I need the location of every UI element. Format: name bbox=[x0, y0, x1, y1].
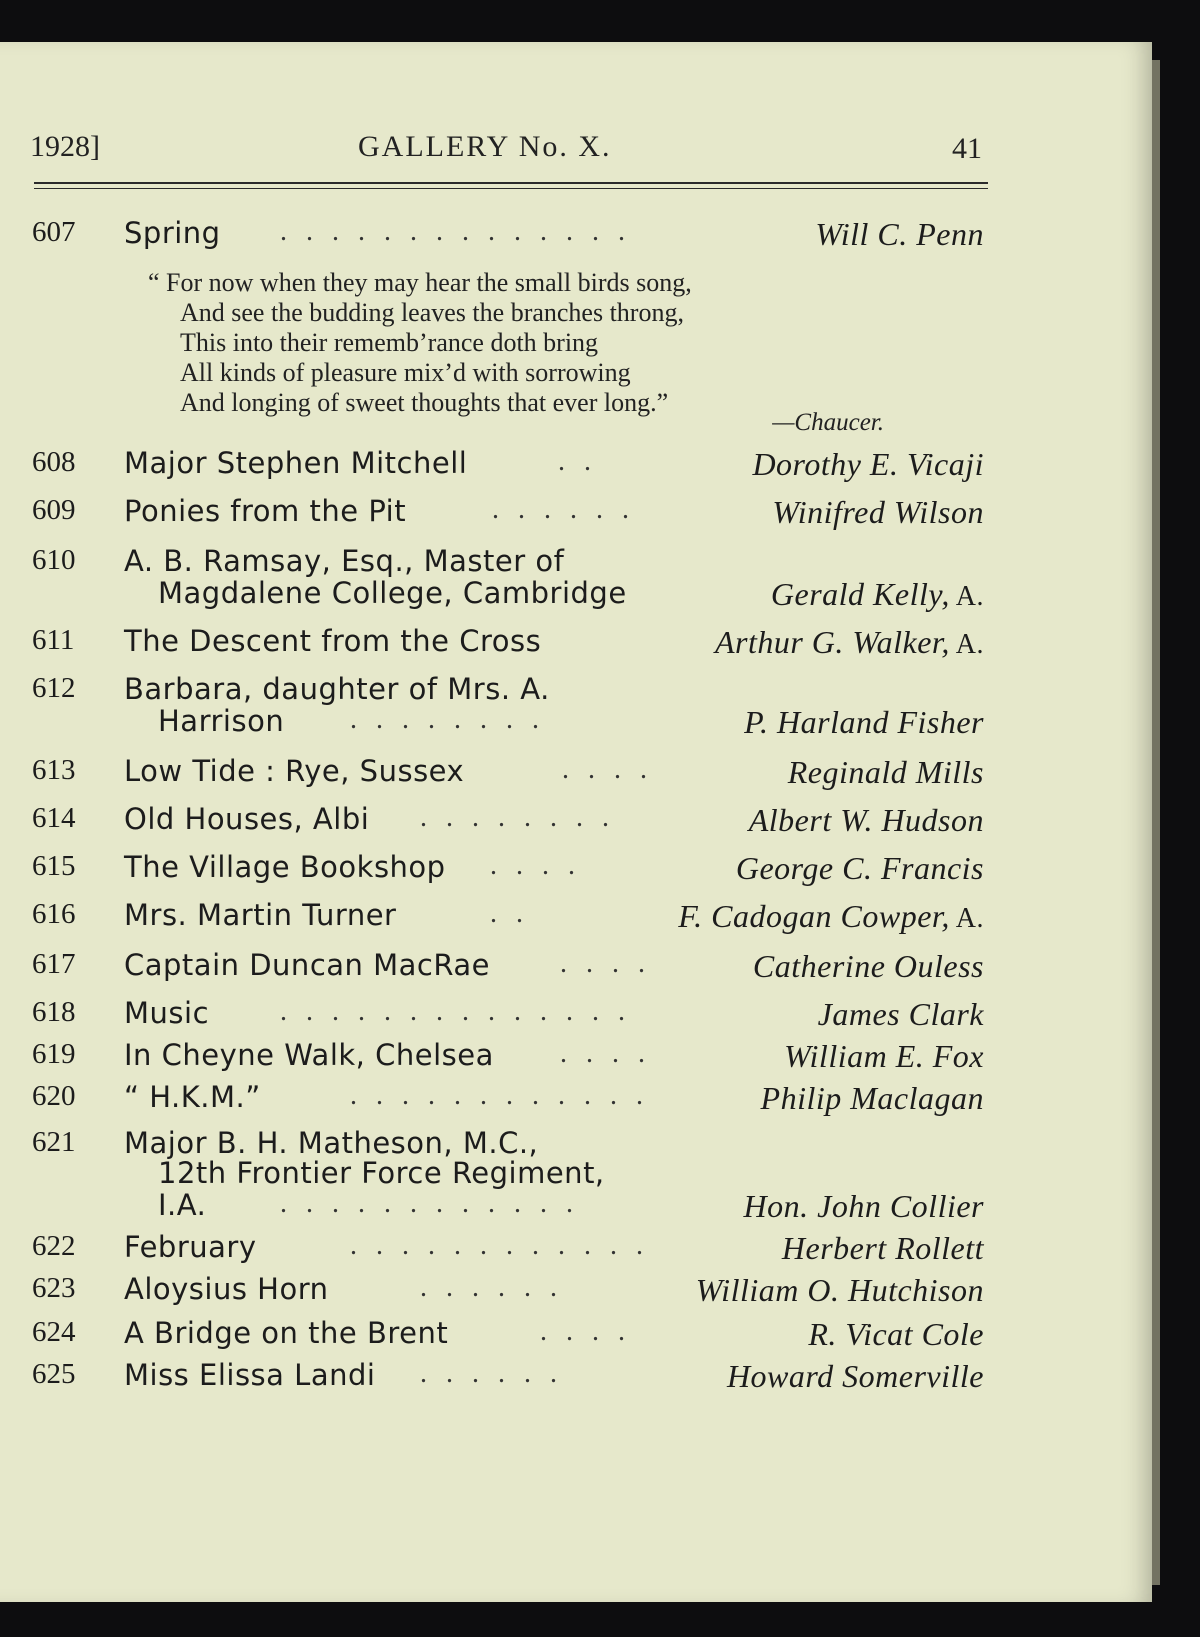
entry-title bbox=[124, 1316, 984, 1350]
artist-name: Albert W. Hudson bbox=[748, 802, 984, 838]
artist-name: Dorothy E. Vicaji bbox=[752, 446, 984, 482]
entry-title bbox=[124, 1230, 984, 1264]
artist-name: Catherine Ouless bbox=[752, 948, 984, 984]
entry-title-continued bbox=[158, 704, 984, 738]
artist-name: Philip Maclagan bbox=[760, 1080, 984, 1116]
quote-line: And longing of sweet thoughts that ever long.” bbox=[180, 388, 669, 417]
artist-name: Hon. John Collier bbox=[743, 1188, 984, 1224]
entry-number: 610 bbox=[32, 544, 76, 576]
leader-dots: . . . . . . bbox=[420, 1272, 563, 1303]
entry-number: 623 bbox=[32, 1272, 76, 1304]
entry-number: 609 bbox=[32, 494, 76, 526]
leader-dots: . . bbox=[558, 446, 597, 477]
academician-suffix: A. bbox=[949, 629, 984, 660]
quote-citation: —Chaucer. bbox=[772, 409, 884, 436]
title-text: Mrs. Martin Turner bbox=[124, 898, 397, 932]
page-edge bbox=[1152, 60, 1160, 1585]
entry-title bbox=[124, 1080, 984, 1114]
header-title: GALLERY No. X. bbox=[358, 130, 612, 163]
entry-title bbox=[124, 850, 984, 884]
title-text: Old Houses, Albi bbox=[124, 802, 370, 836]
leader-dots: . . bbox=[490, 898, 529, 929]
entry-number: 622 bbox=[32, 1230, 76, 1262]
entry-number: 619 bbox=[32, 1038, 76, 1070]
entry-number: 618 bbox=[32, 996, 76, 1028]
entry-number: 616 bbox=[32, 898, 76, 930]
artist-name: Gerald Kelly, A. bbox=[770, 576, 984, 612]
entry-number: 615 bbox=[32, 850, 76, 882]
leader-dots: . . . . . . . . bbox=[350, 704, 545, 735]
entry-title bbox=[124, 672, 984, 706]
entry-title bbox=[124, 494, 984, 528]
entry-title bbox=[124, 216, 984, 250]
leader-dots: . . . . bbox=[560, 1038, 651, 1069]
entry-title bbox=[124, 754, 984, 788]
page-number: 41 bbox=[952, 132, 982, 165]
title-text: Miss Elissa Landi bbox=[124, 1358, 376, 1392]
leader-dots: . . . . . . . . . . . . bbox=[350, 1230, 649, 1261]
title-text: The Descent from the Cross bbox=[124, 624, 542, 658]
title-text: Low Tide : Rye, Sussex bbox=[124, 754, 465, 788]
artist-name: R. Vicat Cole bbox=[808, 1316, 984, 1352]
title-text: Major B. H. Matheson, M.C., bbox=[124, 1126, 539, 1160]
leader-dots: . . . . bbox=[490, 850, 581, 881]
title-text: Barbara, daughter of Mrs. A. bbox=[124, 672, 550, 706]
leader-dots: . . . . . . bbox=[420, 1358, 563, 1389]
entry-title bbox=[124, 544, 984, 578]
artist-name: James Clark bbox=[817, 996, 984, 1032]
leader-dots: . . . . . . . . bbox=[420, 802, 615, 833]
title-text: Ponies from the Pit bbox=[124, 494, 407, 528]
entry-number: 613 bbox=[32, 754, 76, 786]
title-text: In Cheyne Walk, Chelsea bbox=[124, 1038, 494, 1072]
leader-dots: . . . . bbox=[562, 754, 653, 785]
entry-title bbox=[124, 624, 984, 658]
entry-title bbox=[124, 1126, 984, 1160]
entry-title bbox=[124, 1272, 984, 1306]
entry-title bbox=[124, 948, 984, 982]
leader-dots: . . . . . . bbox=[492, 494, 635, 525]
entry-title bbox=[124, 1358, 984, 1392]
quote-line: All kinds of pleasure mix’d with sorrowing bbox=[180, 358, 631, 387]
title-text: “ H.K.M.” bbox=[124, 1080, 261, 1114]
leader-dots: . . . . bbox=[540, 1316, 631, 1347]
entry-number: 612 bbox=[32, 672, 76, 704]
entry-title bbox=[124, 802, 984, 836]
entry-title-continued bbox=[158, 1156, 984, 1190]
title-text: February bbox=[124, 1230, 257, 1264]
entry-number: 608 bbox=[32, 446, 76, 478]
leader-dots: . . . . . . . . . . . . . . bbox=[280, 216, 631, 247]
title-text: A Bridge on the Brent bbox=[124, 1316, 449, 1350]
leader-dots: . . . . . . . . . . . . bbox=[280, 1188, 579, 1219]
title-text: Major Stephen Mitchell bbox=[124, 446, 468, 480]
entry-number: 611 bbox=[32, 624, 75, 656]
entry-title-continued bbox=[158, 576, 984, 610]
artist-name: Howard Somerville bbox=[726, 1358, 984, 1394]
artist-name: Reginald Mills bbox=[787, 754, 984, 790]
academician-suffix: A. bbox=[949, 581, 984, 612]
artist-name: F. Cadogan Cowper, A. bbox=[678, 898, 984, 934]
leader-dots: . . . . . . . . . . . . bbox=[350, 1080, 649, 1111]
entry-title bbox=[124, 898, 984, 932]
artist-name: William O. Hutchison bbox=[695, 1272, 984, 1308]
artist-name: Will C. Penn bbox=[815, 216, 984, 252]
artist-name: Arthur G. Walker, A. bbox=[714, 624, 984, 660]
entry-title bbox=[124, 446, 984, 480]
academician-suffix: A. bbox=[949, 903, 984, 934]
artist-name: Herbert Rollett bbox=[781, 1230, 984, 1266]
title-text: Aloysius Horn bbox=[124, 1272, 329, 1306]
entry-number: 607 bbox=[32, 216, 76, 248]
quote-line: And see the budding leaves the branches throng, bbox=[180, 298, 684, 327]
entry-number: 624 bbox=[32, 1316, 76, 1348]
entry-number: 625 bbox=[32, 1358, 76, 1390]
title-text: 12th Frontier Force Regiment, bbox=[158, 1156, 605, 1190]
entry-title bbox=[124, 996, 984, 1030]
title-text: The Village Bookshop bbox=[124, 850, 446, 884]
entry-title-continued bbox=[158, 1188, 984, 1222]
title-text: Music bbox=[124, 996, 210, 1030]
entry-number: 621 bbox=[32, 1126, 76, 1158]
entry-number: 620 bbox=[32, 1080, 76, 1112]
artist-name: George C. Francis bbox=[735, 850, 984, 886]
title-text: Captain Duncan MacRae bbox=[124, 948, 490, 982]
title-text: Magdalene College, Cambridge bbox=[158, 576, 627, 610]
header-year: 1928] bbox=[30, 130, 100, 163]
title-text: A. B. Ramsay, Esq., Master of bbox=[124, 544, 565, 578]
title-text: Harrison bbox=[158, 704, 285, 738]
title-text: Spring bbox=[124, 216, 221, 250]
entry-number: 614 bbox=[32, 802, 76, 834]
entry-title bbox=[124, 1038, 984, 1072]
artist-name: Winifred Wilson bbox=[772, 494, 984, 530]
quote-line: This into their rememb’rance doth bring bbox=[180, 328, 599, 357]
entry-number: 617 bbox=[32, 948, 76, 980]
quote-line: “ For now when they may hear the small birds song, bbox=[148, 268, 692, 297]
leader-dots: . . . . bbox=[560, 948, 651, 979]
artist-name: P. Harland Fisher bbox=[744, 704, 984, 740]
leader-dots: . . . . . . . . . . . . . . bbox=[280, 996, 631, 1027]
artist-name: William E. Fox bbox=[784, 1038, 984, 1074]
title-text: I.A. bbox=[158, 1188, 207, 1222]
